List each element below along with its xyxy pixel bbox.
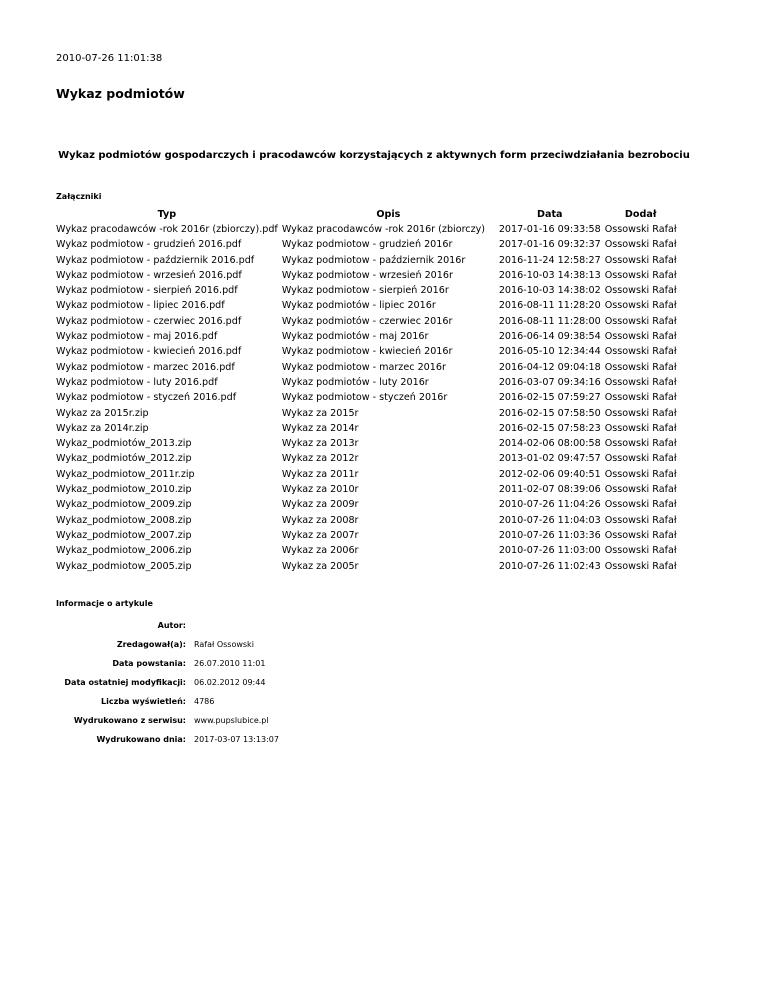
attachment-type-link[interactable]: Wykaz podmiotow - styczeń 2016.pdf [56, 392, 237, 404]
attachment-type-link[interactable]: Wykaz podmiotow - lipiec 2016.pdf [56, 300, 225, 312]
attachment-date: 2010-07-26 11:03:00 [498, 545, 601, 557]
attachment-author: Ossowski Rafał [604, 285, 677, 297]
attachment-date: 2016-04-12 09:04:18 [498, 361, 601, 373]
attachment-author: Ossowski Rafał [604, 269, 677, 281]
info-label: Autor: [157, 621, 186, 630]
attachment-author: Ossowski Rafał [604, 224, 677, 235]
table-row [54, 298, 679, 313]
attachment-type-link[interactable]: Wykaz_podmiotow_2006.zip [56, 545, 192, 557]
attachments-body [54, 222, 679, 574]
attachment-date: 2012-02-06 09:40:51 [498, 468, 601, 480]
attachment-description: Wykaz podmiotow - marzec 2016r [281, 361, 446, 373]
article-info-table [54, 616, 282, 749]
attachment-type-link[interactable]: Wykaz za 2015r.zip [56, 407, 149, 419]
info-value: 26.07.2010 11:01 [194, 659, 266, 668]
table-row [54, 237, 679, 252]
table-row [54, 283, 679, 298]
attachment-author: Ossowski Rafał [604, 254, 677, 266]
attachment-description: Wykaz za 2006r [281, 545, 359, 557]
info-value [191, 616, 282, 635]
table-row [54, 344, 679, 359]
attachment-author: Ossowski Rafał [604, 392, 677, 404]
attachment-author: Ossowski Rafał [604, 422, 677, 434]
attachment-description: Wykaz za 2011r [281, 468, 359, 480]
attachment-description: Wykaz podmiotow - wrzesień 2016r [281, 269, 453, 281]
attachment-type-link[interactable]: Wykaz podmiotow - luty 2016.pdf [56, 376, 218, 388]
attachment-type-link[interactable]: Wykaz pracodawców -rok 2016r (zbiorczy).pdf [56, 224, 278, 235]
table-row [54, 467, 679, 482]
attachment-type-link[interactable]: Wykaz podmiotow - sierpień 2016.pdf [56, 285, 238, 297]
attachment-description: Wykaz podmiotow - październik 2016r [281, 254, 466, 266]
info-value: 06.02.2012 09:44 [194, 678, 266, 687]
attachment-type-link[interactable]: Wykaz_podmiotow_2008.zip [56, 514, 192, 526]
attachment-description: Wykaz pracodawców -rok 2016r (zbiorczy) [281, 224, 486, 235]
attachments-header-row [54, 207, 679, 222]
attachment-author: Ossowski Rafał [604, 438, 677, 450]
table-row [54, 543, 679, 558]
attachment-type-link[interactable]: Wykaz za 2014r.zip [56, 422, 149, 434]
table-row [54, 268, 679, 283]
attachment-date: 2010-07-26 11:02:43 [498, 560, 601, 572]
attachment-type-link[interactable]: Wykaz_podmiotów_2013.zip [56, 438, 192, 450]
table-row [54, 406, 679, 421]
attachment-description: Wykaz za 2005r [281, 560, 359, 572]
attachment-description: Wykaz za 2012r [281, 453, 359, 465]
attachment-date: 2010-07-26 11:04:26 [498, 499, 601, 511]
info-row [54, 673, 282, 692]
info-row [54, 711, 282, 730]
attachment-date: 2016-02-15 07:59:27 [498, 392, 601, 404]
attachment-date: 2010-07-26 11:04:03 [498, 514, 601, 526]
attachment-date: 2013-01-02 09:47:57 [498, 453, 601, 465]
attachment-type-link[interactable]: Wykaz podmiotow - marzec 2016.pdf [56, 361, 235, 373]
attachment-author: Ossowski Rafał [604, 376, 677, 388]
attachment-date: 2010-07-26 11:03:36 [498, 529, 601, 541]
attachment-description: Wykaz podmiotów - luty 2016r [281, 376, 429, 388]
attachment-type-link[interactable]: Wykaz_podmiotów_2012.zip [56, 453, 192, 465]
attachment-description: Wykaz podmiotów - lipiec 2016r [281, 300, 436, 312]
table-row [54, 513, 679, 528]
table-row [54, 329, 679, 344]
attachment-author: Ossowski Rafał [604, 514, 677, 526]
attachment-date: 2016-05-10 12:34:44 [498, 346, 601, 358]
attachment-description: Wykaz podmiotow - kwiecień 2016r [281, 346, 453, 358]
table-row [54, 222, 679, 237]
attachment-description: Wykaz za 2008r [281, 514, 359, 526]
article-info-heading: Informacje o artykule [56, 599, 153, 608]
info-row [54, 654, 282, 673]
attachment-date: 2014-02-06 08:00:58 [498, 438, 601, 450]
attachment-date: 2016-02-15 07:58:23 [498, 422, 601, 434]
attachment-author: Ossowski Rafał [604, 545, 677, 557]
info-row [54, 635, 282, 654]
table-row [54, 360, 679, 375]
attachment-author: Ossowski Rafał [604, 239, 677, 251]
attachment-description: Wykaz za 2015r [281, 407, 359, 419]
attachment-description: Wykaz podmiotow - styczeń 2016r [281, 392, 448, 404]
attachment-description: Wykaz za 2009r [281, 499, 359, 511]
attachment-date: 2011-02-07 08:39:06 [498, 484, 601, 496]
attachment-date: 2016-08-11 11:28:00 [498, 315, 601, 327]
attachment-date: 2016-10-03 14:38:02 [498, 285, 601, 297]
table-row [54, 375, 679, 390]
attachment-author: Ossowski Rafał [604, 468, 677, 480]
attachment-description: Wykaz za 2010r [281, 484, 359, 496]
table-row [54, 253, 679, 268]
column-header-description: Opis [376, 209, 401, 220]
attachment-author: Ossowski Rafał [604, 361, 677, 373]
attachment-date: 2016-03-07 09:34:16 [498, 376, 601, 388]
table-row [54, 528, 679, 543]
attachment-description: Wykaz podmiotów - maj 2016r [281, 331, 429, 343]
info-value: 4786 [194, 697, 215, 706]
attachment-description: Wykaz podmiotow - sierpień 2016r [281, 285, 449, 297]
table-row [54, 436, 679, 451]
attachment-date: 2017-01-16 09:33:58 [498, 224, 601, 235]
attachment-type-link[interactable]: Wykaz podmiotow - październik 2016.pdf [56, 254, 255, 266]
attachment-author: Ossowski Rafał [604, 346, 677, 358]
info-label: Data ostatniej modyfikacji: [64, 678, 186, 687]
attachment-type-link[interactable]: Wykaz_podmiotow_2007.zip [56, 529, 192, 541]
attachment-date: 2016-08-11 11:28:20 [498, 300, 601, 312]
attachment-type-link[interactable]: Wykaz_podmiotow_2009.zip [56, 499, 192, 511]
table-row [54, 451, 679, 466]
attachment-description: Wykaz podmiotow - grudzień 2016r [281, 239, 453, 251]
info-row [54, 730, 282, 749]
attachment-author: Ossowski Rafał [604, 453, 677, 465]
attachment-author: Ossowski Rafał [604, 484, 677, 496]
info-value: 2017-03-07 13:13:07 [194, 735, 279, 744]
attachment-author: Ossowski Rafał [604, 407, 677, 419]
table-row [54, 497, 679, 512]
attachment-date: 2016-10-03 14:38:13 [498, 269, 601, 281]
info-label: Zredagował(a): [116, 640, 186, 649]
article-subtitle: Wykaz podmiotów gospodarczych i pracodawców korzystających z aktywnych form przeciwdziałania bezrobociu [58, 150, 690, 161]
attachments-heading: Załączniki [56, 192, 102, 201]
info-row [54, 692, 282, 711]
attachment-type-link[interactable]: Wykaz_podmiotow_2010.zip [56, 484, 192, 496]
attachment-description: Wykaz podmiotów - czerwiec 2016r [281, 315, 453, 327]
info-label: Data powstania: [112, 659, 186, 668]
column-header-date: Data [537, 209, 563, 220]
table-row [54, 482, 679, 497]
attachment-type-link[interactable]: Wykaz_podmiotow_2005.zip [56, 560, 192, 572]
info-row [54, 616, 282, 635]
table-row [54, 390, 679, 405]
attachment-date: 2016-11-24 12:58:27 [498, 254, 601, 266]
info-label: Wydrukowano z serwisu: [73, 716, 186, 725]
attachment-type-link[interactable]: Wykaz podmiotow - czerwiec 2016.pdf [56, 315, 242, 327]
attachment-author: Ossowski Rafał [604, 300, 677, 312]
attachment-author: Ossowski Rafał [604, 331, 677, 343]
info-value: www.pupslubice.pl [194, 716, 269, 725]
attachment-description: Wykaz za 2014r [281, 422, 359, 434]
info-value: Rafał Ossowski [194, 640, 254, 649]
info-label: Wydrukowano dnia: [96, 735, 186, 744]
info-label: Liczba wyświetleń: [101, 697, 186, 706]
column-header-type: Typ [157, 209, 177, 220]
attachment-description: Wykaz za 2007r [281, 529, 359, 541]
attachment-type-link[interactable]: Wykaz podmiotow - kwiecień 2016.pdf [56, 346, 242, 358]
attachment-date: 2016-02-15 07:58:50 [498, 407, 601, 419]
attachments-table [54, 207, 679, 574]
attachment-author: Ossowski Rafał [604, 560, 677, 572]
attachment-author: Ossowski Rafał [604, 499, 677, 511]
table-row [54, 559, 679, 574]
attachment-author: Ossowski Rafał [604, 315, 677, 327]
attachment-date: 2016-06-14 09:38:54 [498, 331, 601, 343]
attachment-type-link[interactable]: Wykaz_podmiotow_2011r.zip [56, 468, 195, 480]
table-row [54, 314, 679, 329]
table-row [54, 421, 679, 436]
attachment-description: Wykaz za 2013r [281, 438, 359, 450]
page-title: Wykaz podmiotów [56, 86, 185, 101]
attachment-type-link[interactable]: Wykaz podmiotow - wrzesień 2016.pdf [56, 269, 242, 281]
attachment-date: 2017-01-16 09:32:37 [498, 239, 601, 251]
print-date: 2010-07-26 11:01:38 [56, 53, 163, 64]
attachment-type-link[interactable]: Wykaz podmiotow - maj 2016.pdf [56, 331, 218, 343]
attachment-author: Ossowski Rafał [604, 529, 677, 541]
column-header-author: Dodał [624, 209, 657, 220]
attachment-type-link[interactable]: Wykaz podmiotow - grudzień 2016.pdf [56, 239, 242, 251]
article-info-body [54, 616, 282, 749]
